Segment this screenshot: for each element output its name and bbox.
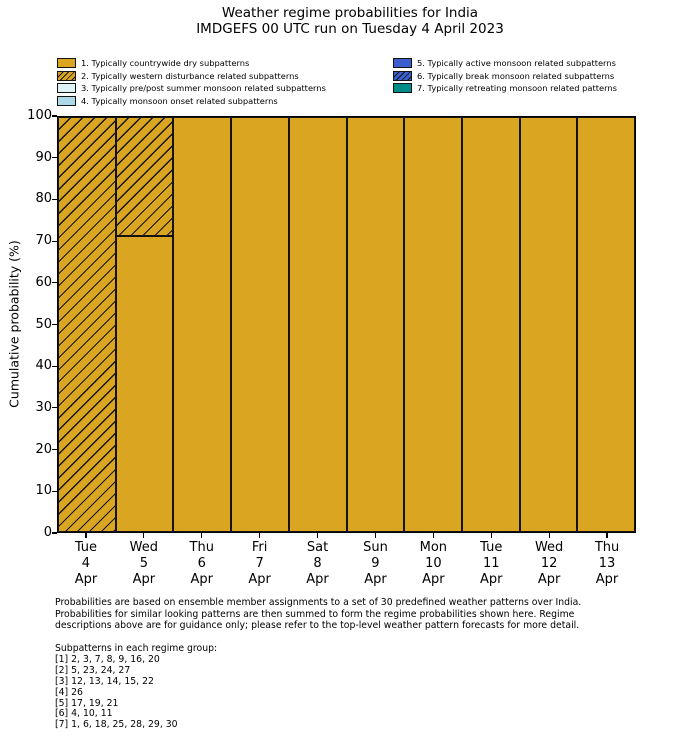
legend-item: [57, 57, 326, 69]
y-tick-label: 70: [35, 233, 52, 249]
x-tick-mark: [259, 533, 260, 538]
subpatterns-title: Subpatterns in each regime group:: [55, 643, 218, 654]
subpatterns-list: [55, 644, 217, 731]
legend-swatch-icon: [57, 96, 76, 106]
bar-segment: [289, 117, 347, 532]
x-tick-mark: [433, 533, 434, 538]
bar-mon-10apr: [404, 117, 462, 532]
y-tick-label: 0: [43, 525, 52, 540]
bar-sat-8apr: [289, 117, 347, 532]
bar-thu-13apr: [577, 117, 635, 532]
legend-swatch-icon: [57, 58, 76, 68]
y-tick-label: 30: [35, 399, 52, 415]
y-tick-mark: [52, 449, 57, 450]
subpatterns-line: [2] 5, 23, 24, 27: [55, 664, 131, 676]
x-tick-label-row: Sun: [363, 540, 388, 555]
x-tick-label: [578, 540, 636, 588]
legend-swatch-icon: [393, 71, 412, 81]
legend-item: [393, 57, 617, 69]
y-tick-label: 60: [35, 274, 52, 290]
x-tick-label-row: 12: [540, 556, 558, 571]
x-tick-label-row: Apr: [132, 572, 156, 587]
x-tick-label-row: Sat: [306, 540, 329, 555]
y-tick-mark: [52, 241, 57, 242]
x-tick-label: [289, 540, 347, 588]
x-tick-label-row: 9: [371, 556, 380, 571]
y-tick-mark: [52, 532, 57, 533]
y-tick-mark: [52, 115, 57, 116]
legend-item: [393, 82, 617, 94]
chart-title-line2: IMDGEFS 00 UTC run on Tuesday 4 April 2023: [196, 21, 504, 37]
x-tick-mark: [201, 533, 202, 538]
y-tick-mark: [52, 491, 57, 492]
bar-sun-9apr: [347, 117, 405, 532]
legend-item-label: 2. Typically western disturbance related subpatterns: [81, 70, 299, 81]
bar-segment: [173, 117, 231, 532]
legend-swatch-icon: [393, 58, 412, 68]
legend-item-label: 1. Typically countrywide dry subpatterns: [81, 58, 250, 68]
subpatterns-line: [5] 17, 19, 21: [55, 697, 119, 709]
chart-title-line1: Weather regime probabilities for India: [221, 5, 479, 21]
legend-item-label: 5. Typically active monsoon related subpatterns: [417, 58, 616, 68]
y-tick-label: 50: [35, 316, 52, 332]
x-tick-label-row: Apr: [248, 572, 271, 587]
y-tick-mark: [52, 407, 57, 408]
bar-tue-4apr: [58, 117, 116, 532]
bar-segment: [462, 117, 520, 532]
footnote: [55, 597, 581, 632]
x-tick-label-row: 4: [81, 556, 91, 571]
x-tick-label-row: Apr: [479, 572, 503, 587]
x-tick-mark: [143, 533, 144, 538]
x-tick-label: [115, 540, 173, 588]
y-tick-mark: [52, 366, 57, 367]
y-tick-mark: [52, 199, 57, 200]
legend-swatch-icon: [57, 71, 76, 81]
x-tick-label-row: Apr: [364, 572, 387, 587]
legend-swatch-icon: [57, 83, 76, 93]
x-tick-label-row: Apr: [537, 572, 561, 587]
x-tick-mark: [317, 533, 318, 538]
x-tick-label: [404, 540, 462, 588]
legend-item: [57, 95, 326, 107]
x-tick-label-row: Wed: [534, 540, 564, 555]
x-tick-label-row: 7: [255, 556, 264, 571]
x-tick-label-row: Apr: [306, 572, 329, 587]
x-tick-mark: [491, 533, 492, 538]
bar-fri-7apr: [231, 117, 289, 532]
x-tick-label-row: Thu: [189, 540, 214, 555]
legend-item: [57, 82, 326, 94]
legend-item-label: 6. Typically break monsoon related subpatterns: [417, 70, 615, 81]
x-tick-label-row: Apr: [422, 572, 445, 587]
x-tick-label: [462, 540, 520, 588]
legend-item: [57, 70, 326, 82]
legend-item: [393, 70, 617, 82]
subpatterns-line: [1] 2, 3, 7, 8, 9, 16, 20: [55, 653, 160, 665]
x-tick-label-row: Fri: [251, 540, 268, 555]
x-tick-label-row: Apr: [74, 572, 98, 587]
x-tick-label-row: 11: [482, 556, 500, 571]
bar-wed-5apr: [116, 117, 174, 532]
x-tick-label-row: 8: [313, 556, 322, 571]
y-tick-label: 80: [35, 191, 52, 207]
x-tick-label-row: 6: [197, 556, 206, 571]
legend-column-left: [57, 57, 326, 107]
y-tick-label: 10: [35, 483, 52, 499]
subpatterns-line: [6] 4, 10, 11: [55, 708, 113, 720]
x-tick-label-row: 10: [425, 556, 442, 571]
x-tick-label-row: Thu: [594, 540, 620, 555]
x-tick-mark: [549, 533, 550, 538]
bar-wed-12apr: [520, 117, 578, 532]
bar-segment: [116, 117, 174, 236]
x-tick-mark: [606, 533, 607, 538]
subpatterns-line: [4] 26: [55, 686, 83, 698]
bar-segment: [404, 117, 462, 532]
x-tick-label: [347, 540, 405, 588]
x-tick-label-row: Apr: [190, 572, 213, 587]
x-tick-label: [231, 540, 289, 588]
legend-item-label: 7. Typically retreating monsoon related patterns: [417, 83, 617, 93]
x-tick-label-row: Tue: [480, 540, 503, 555]
plot-area: [57, 116, 636, 533]
bar-segment: [231, 117, 289, 532]
y-tick-mark: [52, 282, 57, 283]
x-tick-mark: [375, 533, 376, 538]
x-tick-label-row: Mon: [419, 540, 448, 555]
x-tick-mark: [85, 533, 86, 538]
y-tick-mark: [52, 157, 57, 158]
x-tick-label-row: 5: [139, 556, 148, 571]
legend-swatch-icon: [393, 83, 412, 93]
y-tick-label: 100: [27, 108, 52, 123]
bar-segment: [577, 117, 635, 532]
legend-column-right: [393, 57, 617, 95]
x-tick-label: [520, 540, 578, 588]
footnote-line: descriptions above are for guidance only; please refer to the top-level weather pattern forecasts for more detail.: [55, 620, 580, 631]
y-tick-label: 40: [35, 358, 52, 374]
bar-thu-6apr: [173, 117, 231, 532]
y-axis-label: Cumulative probability (%): [6, 240, 22, 408]
subpatterns-line: [3] 12, 13, 14, 15, 22: [55, 675, 154, 687]
x-tick-label-row: Wed: [129, 540, 158, 555]
y-tick-label: 90: [35, 149, 52, 165]
bar-segment: [58, 117, 116, 532]
x-tick-label: [173, 540, 231, 588]
bar-segment: [347, 117, 405, 532]
legend-item-label: 4. Typically monsoon onset related subpatterns: [81, 95, 278, 106]
bar-segment: [520, 117, 578, 532]
y-tick-mark: [52, 324, 57, 325]
bar-segment: [116, 236, 174, 532]
x-tick-label: [57, 540, 115, 588]
legend-item-label: 3. Typically pre/post summer monsoon related subpatterns: [81, 83, 326, 93]
y-tick-label: 20: [35, 441, 52, 457]
bar-tue-11apr: [462, 117, 520, 532]
footnote-line: Probabilities for similar looking patterns are then summed to form the regime probabilities shown here. Regime: [55, 608, 575, 620]
x-tick-label-row: Apr: [595, 572, 619, 587]
subpatterns-line: [7] 1, 6, 18, 25, 28, 29, 30: [55, 719, 178, 731]
x-tick-label-row: Tue: [74, 540, 98, 555]
x-tick-label-row: 13: [598, 556, 616, 571]
footnote-line: Probabilities are based on ensemble member assignments to a set of 30 predefined weather patterns over India.: [55, 597, 582, 608]
